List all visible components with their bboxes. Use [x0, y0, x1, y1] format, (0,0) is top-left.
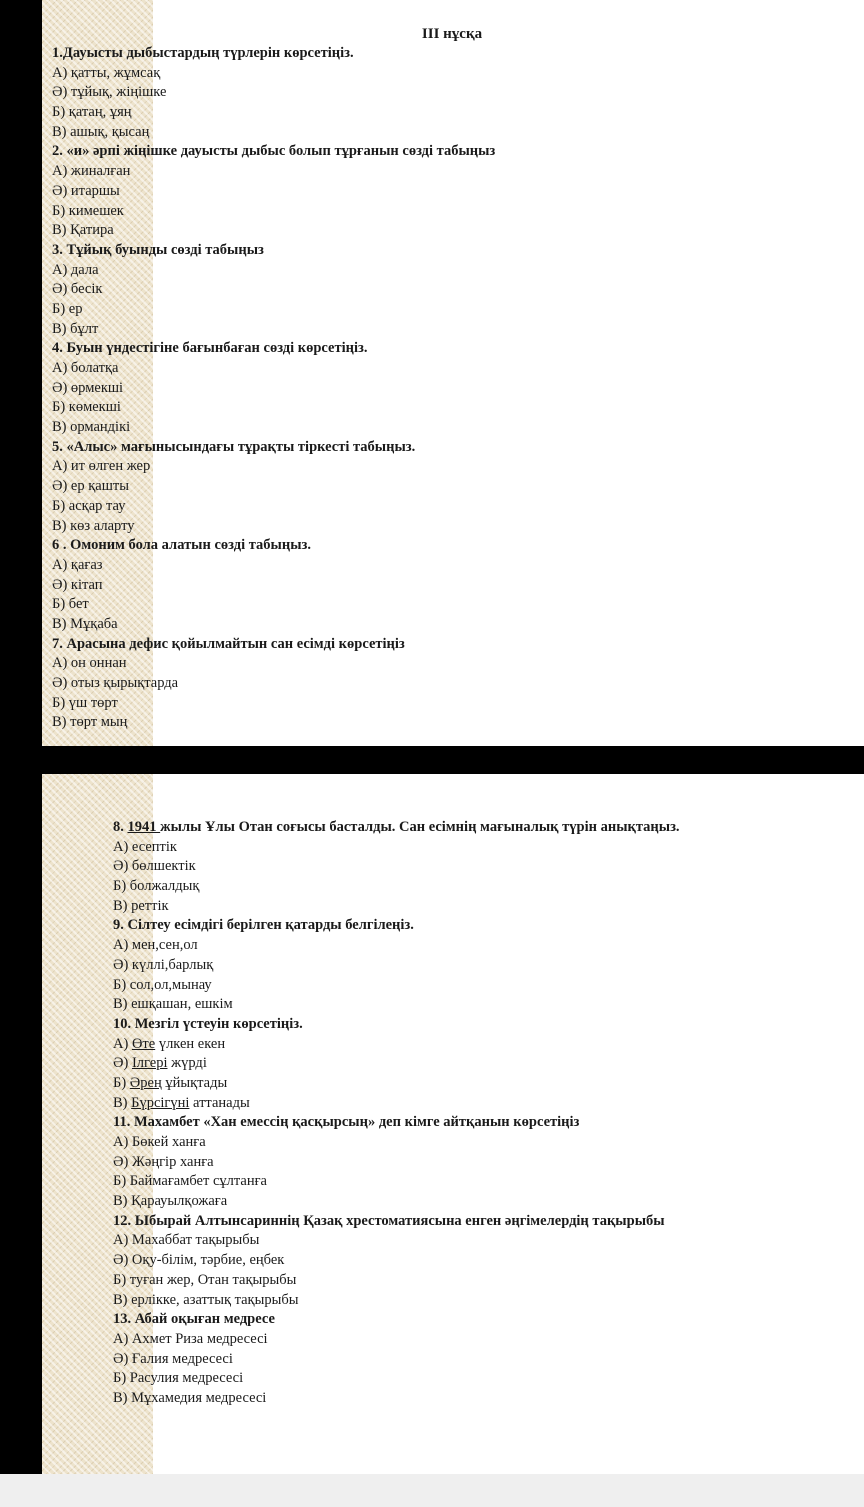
answer-option: Б) болжалдық	[113, 878, 200, 895]
answer-option: В) көз аларту	[52, 517, 135, 534]
question-text: 6 . Омоним бола алатын сөзді табыңыз.	[52, 537, 311, 554]
question-7	[52, 635, 852, 733]
answer-option: Ә) өрмекші	[52, 379, 124, 396]
question-13	[113, 1310, 853, 1408]
answer-option	[113, 1074, 853, 1094]
answer-option: В) ашық, қысаң	[52, 123, 150, 140]
question-text: 13. Абай оқыған медресе	[113, 1311, 275, 1328]
answer-option: Ә) бесік	[52, 281, 103, 298]
answer-option: А) дала	[52, 261, 99, 278]
question-text: 5. «Алыс» мағынысындағы тұрақты тіркесті табыңыз.	[52, 438, 416, 455]
question-text: 7. Арасына дефис қойылмайтын сан есімді көрсетіңіз	[52, 635, 405, 652]
answer-option: Ә) Оқу-білім, тәрбие, еңбек	[113, 1252, 285, 1269]
answer-option: А) қағаз	[52, 556, 103, 573]
answer-option: Б) бет	[52, 596, 89, 613]
answer-option: Ә) кітап	[52, 576, 103, 593]
question-11	[113, 1113, 853, 1211]
answer-option: А) мен,сен,ол	[113, 937, 198, 954]
answer-option: А) есептік	[113, 838, 177, 855]
question-5	[52, 438, 852, 536]
answer-option: Б) туған жер, Отан тақырыбы	[113, 1271, 297, 1288]
underlined-word: Бүрсігүні	[131, 1094, 190, 1111]
answer-option: В) реттік	[113, 897, 169, 914]
answer-option	[113, 1094, 853, 1114]
answer-option: Б) кимешек	[52, 202, 124, 219]
answer-option: В) ерлікке, азаттық тақырыбы	[113, 1291, 299, 1308]
question-text: 11. Махамбет «Хан емессің қасқырсың» деп кімге айтқанын көрсетіңіз	[113, 1114, 580, 1131]
answer-option: Ә) ер қашты	[52, 478, 129, 495]
option-rest: үлкен екен	[155, 1035, 226, 1052]
question-text: 2. «и» әрпі жіңішке дауысты дыбыс болып тұрғанын сөзді табыңыз	[52, 143, 496, 160]
answer-option: А) Ахмет Риза медресесі	[113, 1330, 268, 1347]
question-text	[113, 818, 853, 838]
answer-option: А) Бөкей ханға	[113, 1134, 206, 1150]
question-text: 10. Мезгіл үстеуін көрсетіңіз.	[113, 1015, 303, 1032]
answer-option: Б) көмекші	[52, 399, 121, 416]
answer-option: Ә) Жәңгір ханға	[113, 1153, 214, 1170]
answer-option: Б) асқар тау	[52, 497, 126, 514]
question-2	[52, 142, 852, 240]
question-4	[52, 339, 852, 437]
document-page-2	[42, 774, 864, 1474]
question-1	[52, 44, 852, 142]
answer-option: Ә) отыз қырықтарда	[52, 675, 179, 691]
page-1-content	[52, 24, 852, 733]
answer-option: А) қатты, жұмсақ	[52, 64, 161, 81]
option-letter: Б)	[113, 1074, 130, 1091]
underlined-word: Ілгері	[131, 1055, 168, 1072]
answer-option: В) ормандікі	[52, 419, 131, 436]
question-text: 4. Буын үндестігіне бағынбаған сөзді көрсетіңіз.	[52, 340, 368, 357]
answer-option: Ә) тұйық, жіңішке	[52, 84, 167, 101]
question-text: 1.Дауысты дыбыстардың түрлерін көрсетіңіз.	[52, 45, 354, 61]
answer-option: А) болатқа	[52, 360, 119, 376]
option-letter: В)	[113, 1094, 132, 1111]
option-rest: жүрді	[167, 1055, 207, 1072]
answer-option: В) бұлт	[52, 320, 99, 337]
answer-option: Б) Баймағамбет сұлтанға	[113, 1173, 267, 1190]
option-letter: Ә)	[113, 1055, 132, 1072]
background-gray-strip	[0, 1474, 864, 1507]
question-text: 12. Ыбырай Алтынсариннің Қазақ хрестоматиясына енген әңгімелердің тақырыбы	[113, 1212, 665, 1229]
answer-option: Ә) бөлшектік	[113, 858, 196, 875]
option-rest: аттанады	[189, 1094, 250, 1111]
question-12	[113, 1212, 853, 1310]
answer-option: Б) ер	[52, 300, 83, 317]
answer-option: Б) қатаң, ұяң	[52, 104, 132, 121]
underlined-year: 1941	[127, 819, 161, 835]
answer-option: В) төрт мың	[52, 714, 128, 731]
underlined-word: Әрең	[129, 1074, 162, 1091]
answer-option: Б) Расулия медресесі	[113, 1370, 244, 1387]
option-letter: А)	[113, 1035, 132, 1052]
question-rest: жылы Ұлы Отан соғысы басталды. Сан есімнің мағыналық түрін анықтаңыз.	[160, 819, 680, 835]
answer-option	[113, 1035, 853, 1055]
answer-option: Б) үш төрт	[52, 694, 118, 711]
answer-option: Б) сол,ол,мынау	[113, 976, 212, 993]
answer-option	[113, 1054, 853, 1074]
answer-option: В) ешқашан, ешкім	[113, 996, 233, 1013]
answer-option: А) ит өлген жер	[52, 458, 151, 475]
answer-option: А) Махаббат тақырыбы	[113, 1232, 260, 1249]
answer-option: Ә) күллі,барлық	[113, 956, 214, 973]
question-text: 9. Сілтеу есімдігі берілген қатарды белгілеңіз.	[113, 917, 414, 934]
question-6	[52, 536, 852, 634]
answer-option: В) Қарауылқожаға	[113, 1193, 228, 1210]
question-10	[113, 1015, 853, 1113]
page-2-content	[113, 818, 853, 1409]
answer-option: Ә) Ғалия медресесі	[113, 1350, 233, 1367]
question-text: 3. Тұйық буынды сөзді табыңыз	[52, 241, 264, 258]
question-number: 8.	[113, 819, 128, 835]
question-3	[52, 241, 852, 339]
answer-option: В) Қатира	[52, 222, 114, 239]
question-8	[113, 818, 853, 916]
document-page-1	[42, 0, 864, 746]
underlined-word: Өте	[131, 1035, 156, 1052]
answer-option: В) Мұхамедия медресесі	[113, 1389, 267, 1406]
question-9	[113, 916, 853, 1014]
option-rest: ұйықтады	[161, 1074, 228, 1091]
answer-option: Ә) итаршы	[52, 182, 120, 199]
answer-option: В) Мұқаба	[52, 615, 118, 632]
answer-option: А) он оннан	[52, 655, 127, 672]
answer-option: А) жиналған	[52, 163, 131, 180]
variant-title: III нұсқа	[421, 26, 483, 42]
